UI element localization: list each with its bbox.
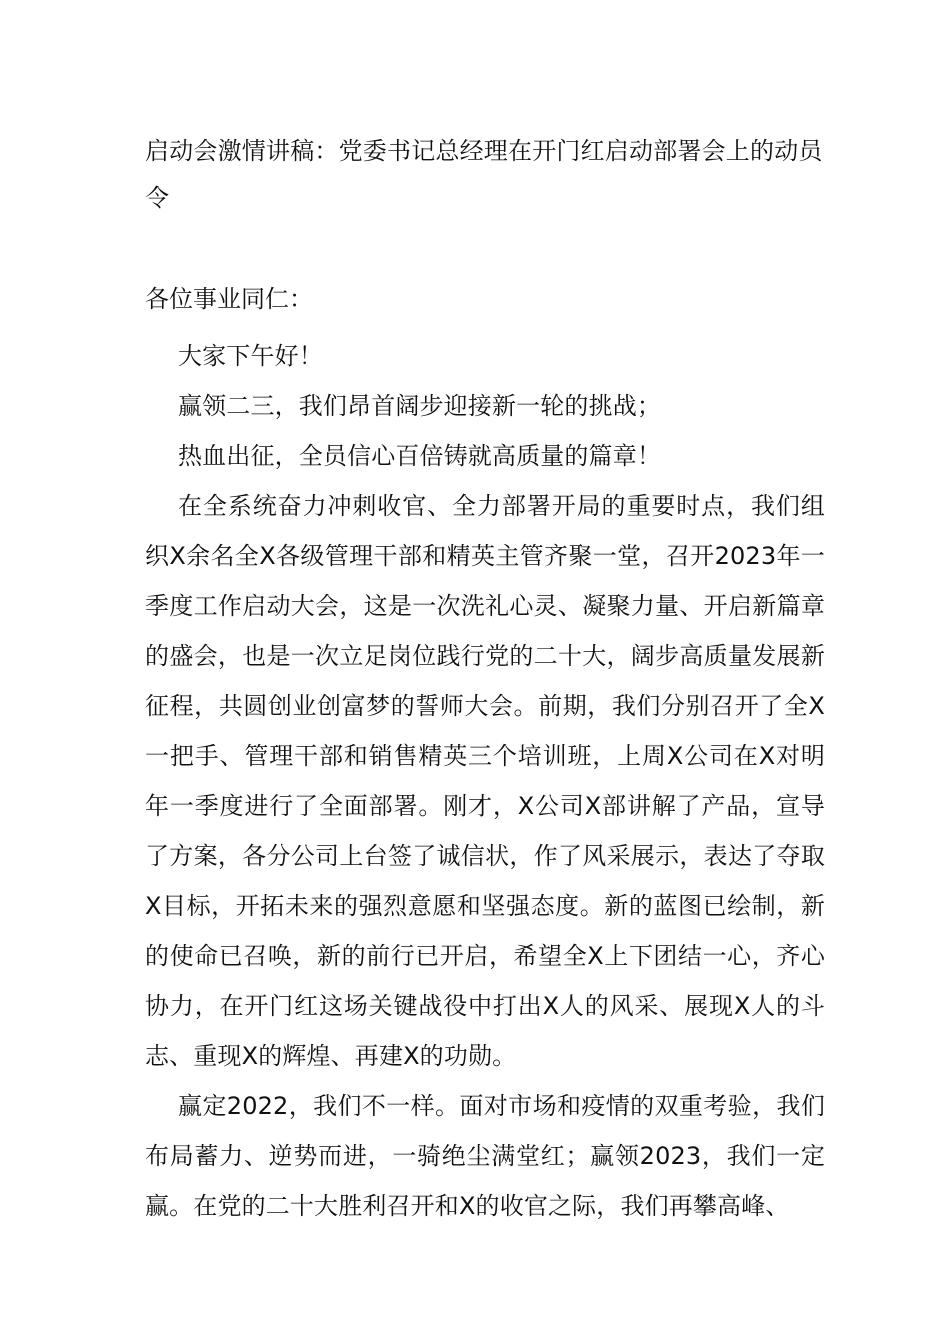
document-body xyxy=(145,331,825,1231)
paragraph-slogan-2: 热血出征，全员信心百倍铸就高质量的篇章！ xyxy=(178,442,661,470)
paragraph-main: 在全系统奋力冲刺收官、全力部署开局的重要时点，我们组织X余名全X各级管理干部和精英主管齐聚一堂，召开2023年一季度工作启动大会，这是一次洗礼心灵、凝聚力量、开启新篇章的盛会，也是一次立足岗位践行党的二十大，阔步高质量发展新征程，共圆创业创富梦的誓师大会。前期，我们分别召开了全X一把手、管理干部和销售精英三个培训班，上周X公司在X对明年一季度进行了全面部署。刚才，X公司X部讲解了产品，宣导了方案，各分公司上台签了诚信状，作了风采展示，表达了夺取X目标，开拓未来的强烈意愿和坚强态度。新的蓝图已绘制，新的使命已召唤，新的前行已开启，希望全X上下团结一心，齐心协力，在开门红这场关键战役中打出X人的风采、展现X人的斗志、重现X的辉煌、再建X的功勋。 xyxy=(145,492,825,1070)
document-title: 启动会激情讲稿：党委书记总经理在开门红启动部署会上的动员令 xyxy=(145,137,823,212)
paragraph-continuation: 赢定2022，我们不一样。面对市场和疫情的双重考验，我们布局蓄力、逆势而进，一骑绝尘满堂红；赢领2023，我们一定赢。在党的二十大胜利召开和X的收官之际，我们再攀高峰、 xyxy=(145,1092,825,1220)
salutation: 各位事业同仁： xyxy=(145,285,313,313)
paragraph-greeting: 大家下午好！ xyxy=(178,342,323,370)
paragraph-slogan-1: 赢领二三，我们昂首阔步迎接新一轮的挑战； xyxy=(178,392,661,420)
